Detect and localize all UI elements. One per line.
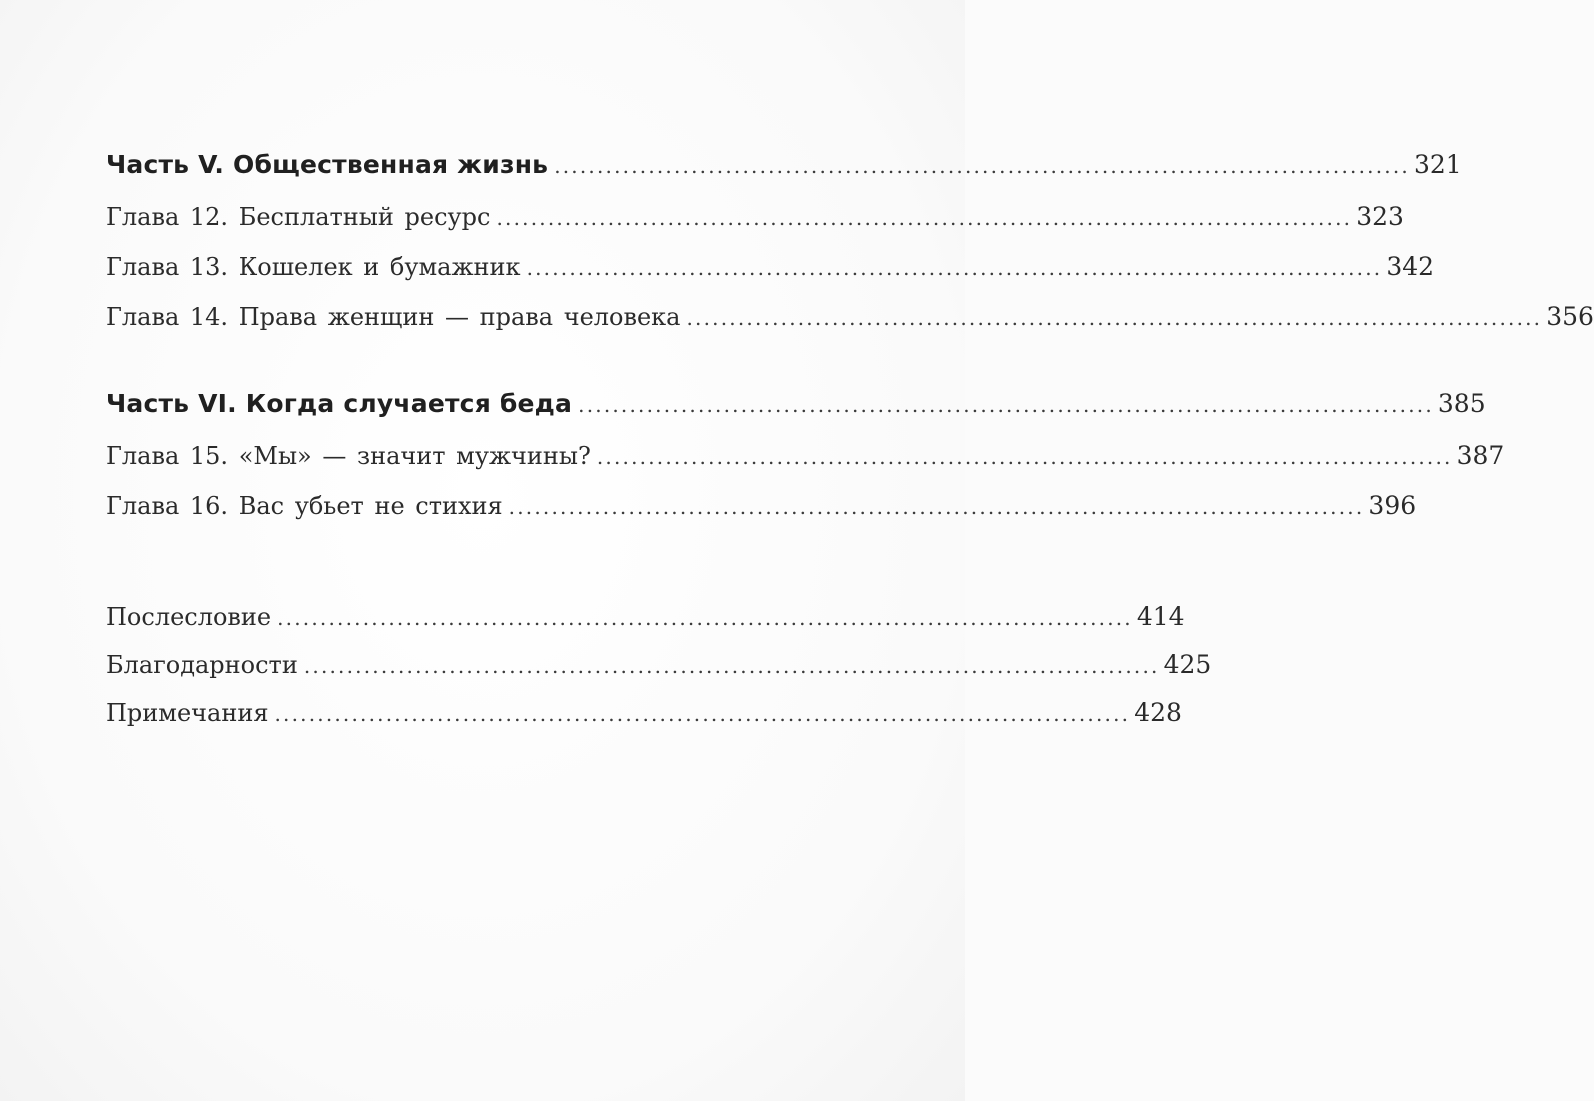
toc-notes[interactable]: [106, 698, 1182, 727]
toc-page-number: 342: [1386, 252, 1435, 281]
dot-leader: ....................................................................................................: [274, 702, 1131, 726]
toc-page-number: 356: [1546, 302, 1594, 331]
toc-chapter-13[interactable]: [106, 252, 1435, 281]
toc-back-title: Примечания: [106, 699, 269, 727]
toc-chapter-title: Глава 14. Права женщин — права человека: [106, 303, 681, 331]
toc-acknowledgements[interactable]: [106, 650, 1212, 679]
dot-leader: ....................................................................................................: [277, 606, 1133, 630]
toc-chapter-14[interactable]: [106, 302, 1594, 331]
dot-leader: ....................................................................................................: [526, 256, 1383, 280]
dot-leader: ....................................................................................................: [508, 495, 1365, 519]
toc-page-number: 414: [1136, 602, 1185, 631]
toc-chapter-15[interactable]: [106, 441, 1505, 470]
toc-afterword[interactable]: [106, 602, 1185, 631]
toc-part-6[interactable]: [106, 389, 1486, 418]
toc-page-number: 323: [1356, 202, 1404, 231]
dot-leader: ....................................................................................................: [686, 306, 1543, 330]
toc-chapter-title: Глава 12. Бесплатный ресурс: [106, 203, 491, 231]
toc-page-number: 385: [1437, 389, 1486, 418]
toc-page-number: 321: [1413, 150, 1462, 179]
toc-page-number: 387: [1456, 441, 1505, 470]
toc-chapter-16[interactable]: [106, 491, 1417, 520]
toc-back-title: Послесловие: [106, 603, 272, 631]
toc-part-5[interactable]: [106, 150, 1462, 179]
dot-leader: ....................................................................................................: [554, 154, 1410, 178]
toc-page-number: 425: [1163, 650, 1212, 679]
dot-leader: ....................................................................................................: [596, 445, 1453, 469]
dot-leader: ....................................................................................................: [496, 206, 1353, 230]
toc-chapter-title: Глава 16. Вас убьет не стихия: [106, 492, 503, 520]
toc-chapter-12[interactable]: [106, 202, 1404, 231]
dot-leader: ....................................................................................................: [303, 654, 1160, 678]
toc-chapter-title: Глава 13. Кошелек и бумажник: [106, 253, 521, 281]
toc-page-number: 428: [1134, 698, 1182, 727]
toc-back-title: Благодарности: [106, 651, 298, 679]
dot-leader: ....................................................................................................: [578, 393, 1434, 417]
toc-page-number: 396: [1368, 491, 1417, 520]
toc-part-title: Часть VI. Когда случается беда: [106, 389, 573, 418]
toc-chapter-title: Глава 15. «Мы» — значит мужчины?: [106, 442, 591, 470]
toc-part-title: Часть V. Общественная жизнь: [106, 150, 549, 179]
